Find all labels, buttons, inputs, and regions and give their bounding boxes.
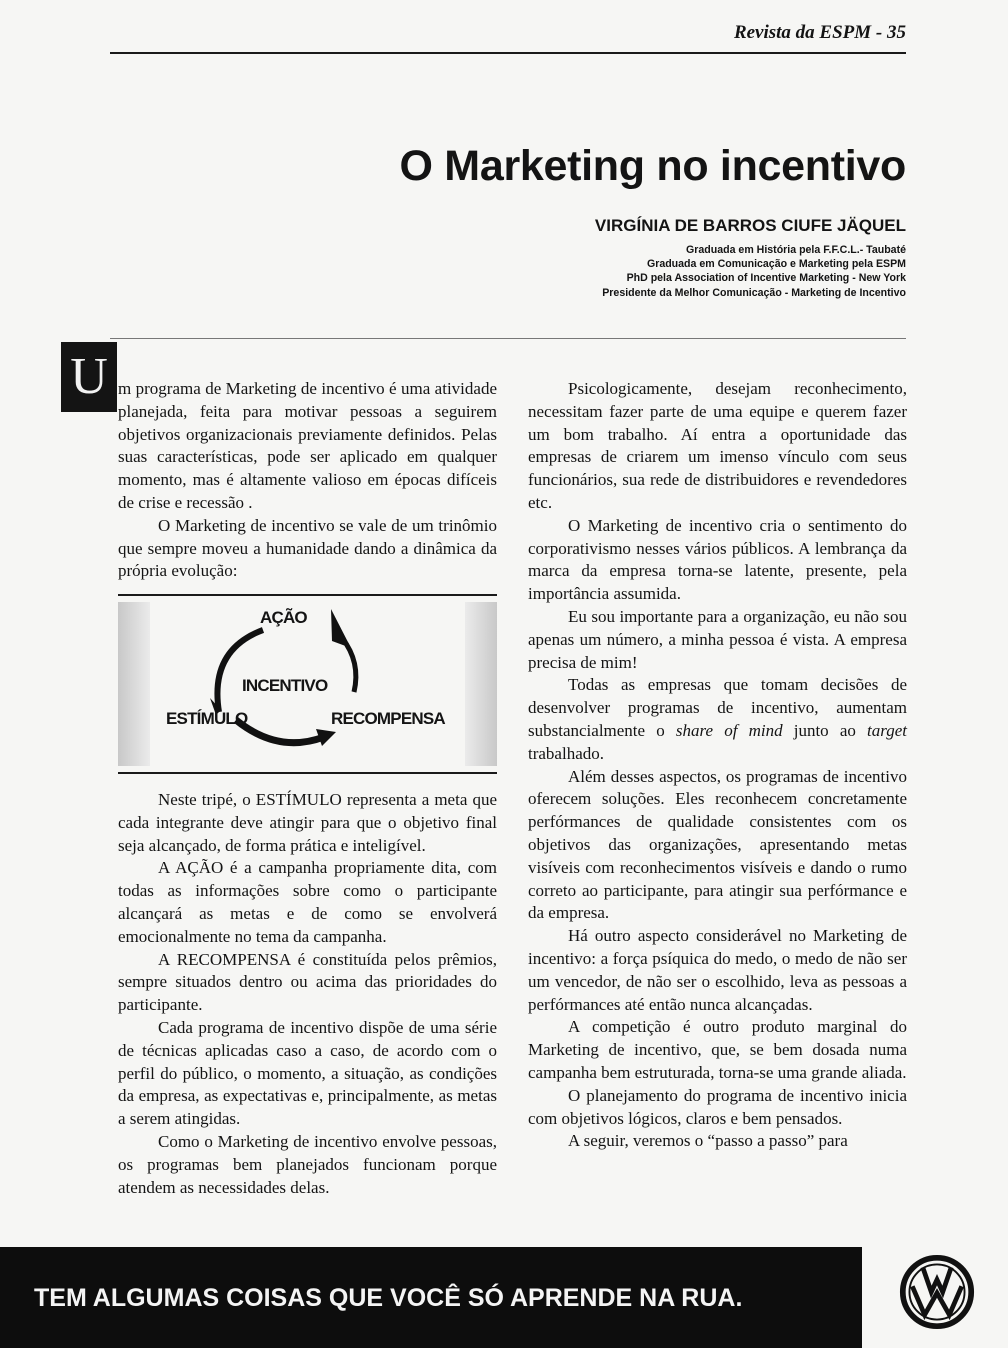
paragraph: Há outro aspecto considerável no Marketing de incentivo: a força psíquica do medo, o medo de não ser um vencedor, de não ser o escolhido, leva as pessoas a perfórmances até então nunca alcançadas. <box>528 926 907 1014</box>
label-recompensa: RECOMPENSA <box>331 709 445 728</box>
paragraph: Além desses aspectos, os programas de incentivo oferecem soluções. Eles reconhecem concretamente perfórmances de qualidade consistentes com os objetivos das organizações, apresentando metas visíveis com reconhecimentos visíveis e dando o rumo correto ao participante, para atingir sua perfórmance e da empresa. <box>528 766 907 923</box>
diagram-bottom-rule <box>118 772 497 774</box>
column-left-bottom <box>118 789 497 1199</box>
running-head: Revista da ESPM - 35 <box>733 22 906 43</box>
drop-cap: U <box>61 342 117 412</box>
paragraph: Como o Marketing de incentivo envolve pessoas, os programas bem planejados funcionam porque atendem as necessidades delas. <box>118 1131 497 1197</box>
column-right <box>528 378 907 1153</box>
paragraph: m programa de Marketing de incentivo é uma atividade planejada, feita para motivar pessoas a seguirem objetivos organizacionais previamente definidos. Pelas suas características, pode ser aplicado em qualquer momento, mas é altamente valioso em épocas difíceis de crise e recessão . <box>118 379 497 512</box>
paragraph: O Marketing de incentivo se vale de um trinômio que sempre moveu a humanidade dando a dinâmica da própria evolução: <box>118 515 497 581</box>
credential-line: Presidente da Melhor Comunicação - Marketing de Incentivo <box>602 286 906 299</box>
label-acao: AÇÃO <box>260 608 307 627</box>
vw-logo-icon <box>899 1254 975 1330</box>
incentive-diagram <box>118 594 497 776</box>
paragraph: Neste tripé, o ESTÍMULO representa a meta que cada integrante deve atingir para que o objetivo final seja alcançado, de forma prática e inteligível. <box>118 790 497 855</box>
paragraph: A RECOMPENSA é constituída pelos prêmios, sempre situados dentro ou acima das prioridades do participante. <box>118 949 497 1015</box>
paragraph: Psicologicamente, desejam reconhecimento, necessitam fazer parte de uma equipe e querem fazer um bom trabalho. Aí entra a oportunidade das empresas de criarem um imenso vínculo com seus funcionários, sua rede de distribuidores e revendedores etc. <box>528 379 907 512</box>
label-incentivo: INCENTIVO <box>242 676 328 695</box>
column-left-top <box>118 378 497 583</box>
italic-term: target <box>867 720 908 740</box>
arrow-bottom-head <box>316 729 336 746</box>
body-rule <box>110 338 906 339</box>
paragraph: A seguir, veremos o “passo a passo” para <box>568 1131 848 1151</box>
credential-line: Graduada em História pela F.F.C.L.- Taubaté <box>686 244 906 256</box>
author-name: VIRGÍNIA DE BARROS CIUFE JÄQUEL <box>594 216 906 235</box>
paragraph: A competição é outro produto marginal do Marketing de incentivo, que, se bem dosada numa campanha bem estruturada, torna-se uma grande aliada. <box>528 1017 907 1082</box>
arrow-left-arc <box>217 630 263 712</box>
text-run: Todas as empresas que tomam decisões de desenvolver programas de incentivo, aumentam substancialmente o <box>528 675 907 740</box>
paragraph: Cada programa de incentivo dispõe de uma série de técnicas aplicadas caso a caso, de acordo com o perfil do público, o momento, a situação, as condições da empresa, as expectativas e, principalmente, as metas a serem atingidas. <box>118 1017 497 1129</box>
arrow-right-arc <box>342 638 356 692</box>
label-estimulo: ESTÍMULO <box>166 709 248 728</box>
text-run: junto ao <box>782 720 868 740</box>
italic-term: share of mind <box>675 720 783 740</box>
paragraph: O planejamento do programa de incentivo inicia com objetivos lógicos, claros e bem pensados. <box>528 1085 907 1128</box>
arrow-bottom-arc <box>236 720 324 743</box>
author-credentials <box>602 243 906 300</box>
paragraph: Eu sou importante para a organização, eu não sou apenas um número, a minha pessoa é vista. A empresa precisa de mim! <box>528 606 907 672</box>
ad-slogan: TEM ALGUMAS COISAS QUE VOCÊ SÓ APRENDE NA RUA. <box>34 1284 743 1312</box>
paragraph: O Marketing de incentivo cria o sentimento do corporativismo nesses vários públicos. A lembrança da marca da empresa torna-se latente, presente, pela importância assumida. <box>528 515 907 604</box>
header-rule <box>110 52 906 54</box>
article-title: O Marketing no incentivo <box>399 142 906 190</box>
advertisement-banner <box>0 1247 862 1348</box>
credential-line: Graduada em Comunicação e Marketing pela ESPM <box>646 258 906 271</box>
text-run: trabalhado. <box>528 743 604 763</box>
paragraph <box>528 674 907 765</box>
paragraph: A AÇÃO é a campanha propriamente dita, com todas as informações sobre como o participante alcançará as metas e de como se envolverá emocionalmente no tema da campanha. <box>118 858 497 946</box>
credential-line: PhD pela Association of Incentive Marketing - New York <box>626 272 906 285</box>
